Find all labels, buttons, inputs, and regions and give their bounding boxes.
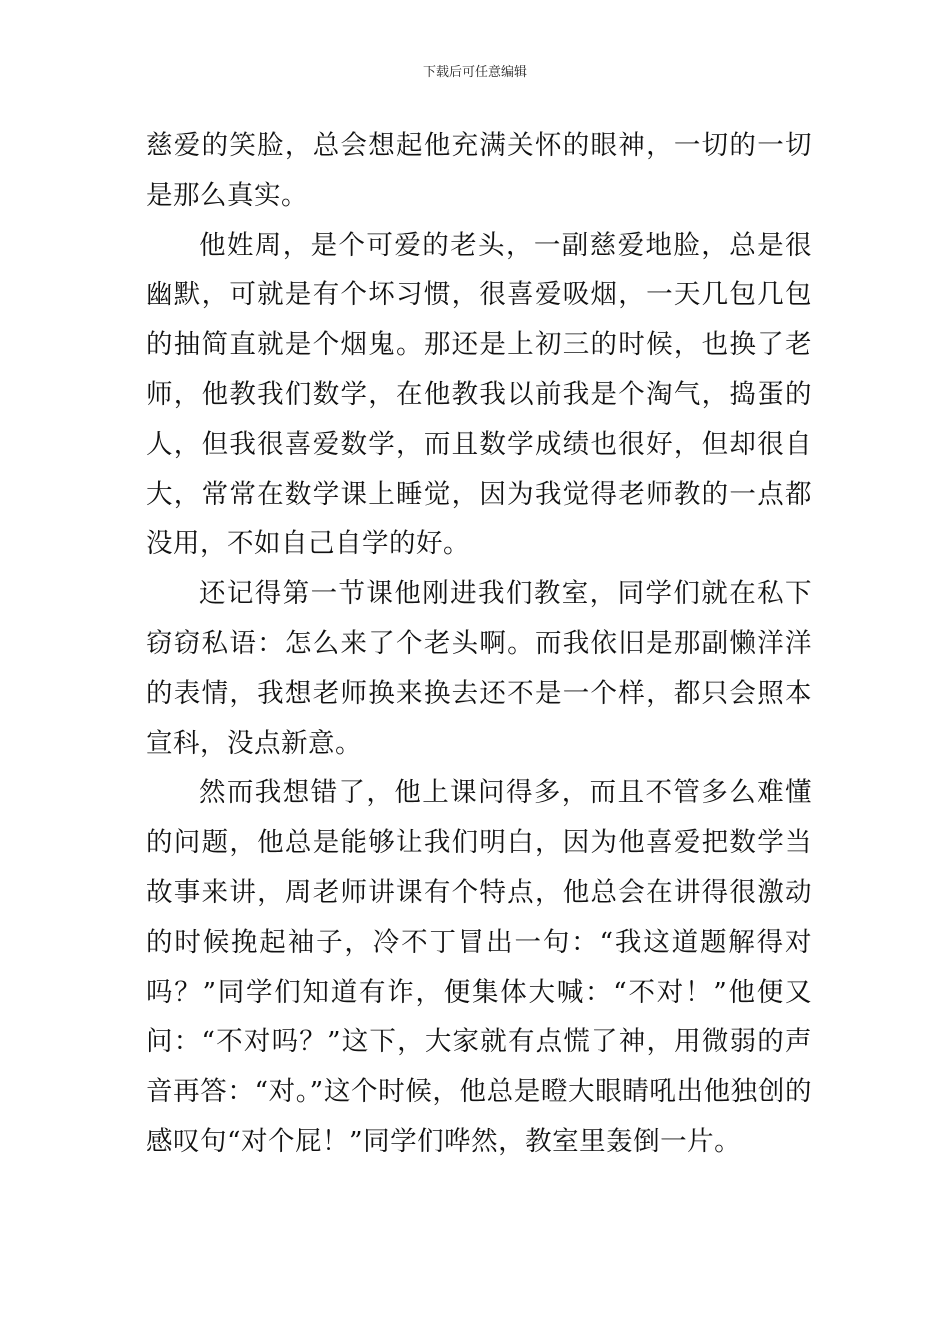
page-header: 下载后可任意编辑	[422, 65, 527, 80]
paragraph: 然而我想错了，他上课问得多，而且不管多么难懂的问题，他总是能够让我们明白，因为他喜爱把数学当故事来讲，周老师讲课有个特点，他总会在讲得很激动的时候挽起袖子，冷不丁冒出一句：“我这道题解得对吗？”同学们知道有诈，便集体大喊：“不对！”他便又问：“不对吗？”这下，大家就有点慌了神，用微弱的声音再答：“对。”这个时候，他总是瞪大眼睛吼出他独创的感叹句“对个屁！”同学们哗然，教室里轰倒一片。	[146, 777, 812, 1157]
document-body	[146, 121, 812, 1167]
paragraph-continuation: 慈爱的笑脸，总会想起他充满关怀的眼神，一切的一切是那么真实。	[146, 130, 812, 211]
paragraph: 还记得第一节课他刚进我们教室，同学们就在私下窃窃私语：怎么来了个老头啊。而我依旧是那副懒洋洋的表情，我想老师换来换去还不是一个样，都只会照本宣科，没点新意。	[146, 578, 812, 759]
paragraph: 他姓周，是个可爱的老头，一副慈爱地脸，总是很幽默，可就是有个坏习惯，很喜爱吸烟，一天几包几包的抽简直就是个烟鬼。那还是上初三的时候，也换了老师，他教我们数学，在他教我以前我是个淘气，捣蛋的人，但我很喜爱数学，而且数学成绩也很好，但却很自大，常常在数学课上睡觉，因为我觉得老师教的一点都没用，不如自己自学的好。	[146, 229, 812, 560]
